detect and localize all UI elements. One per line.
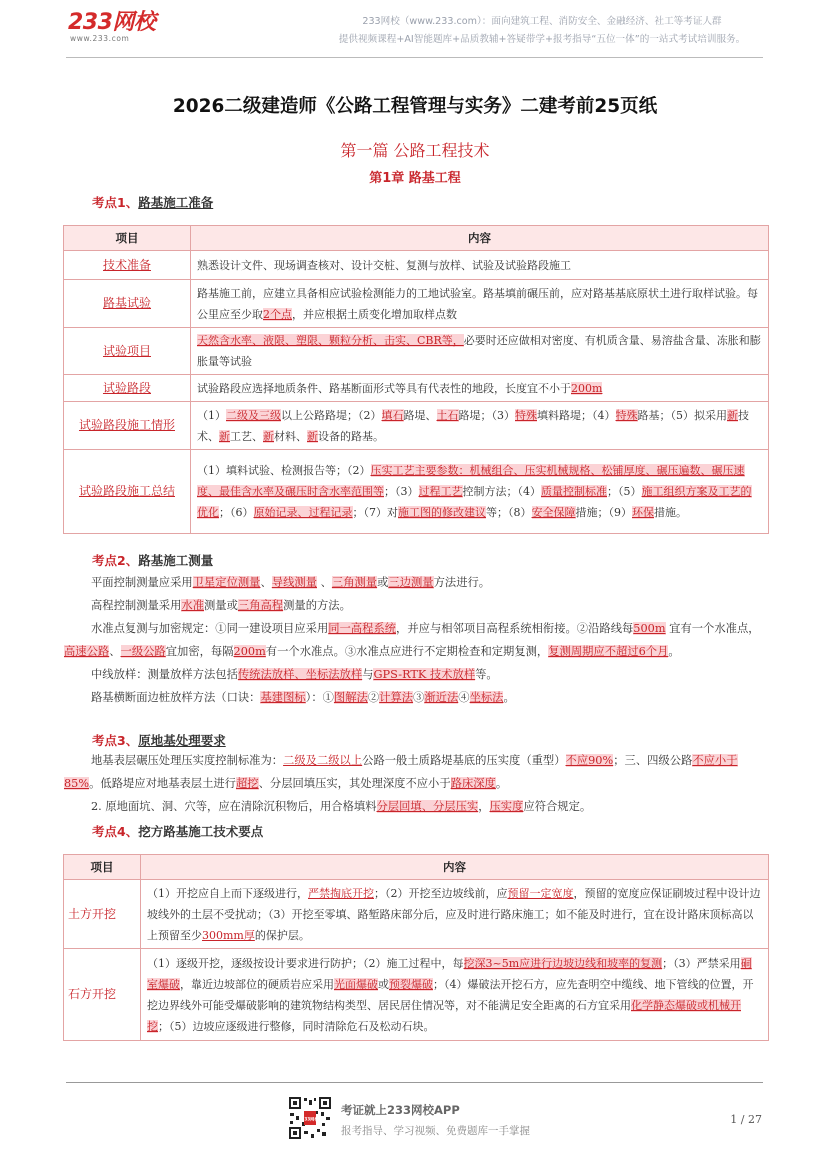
brand-logo — [68, 12, 155, 43]
body-text: ）：① — [305, 691, 334, 704]
highlighted-text: 硐室爆破 — [147, 956, 752, 991]
body-text: 。低路堤应对地基表层土进行 — [89, 777, 236, 790]
highlighted-text: 特殊 — [615, 408, 638, 422]
body-text: 措施。 — [654, 506, 687, 519]
highlighted-text: 天然含水率、液限、塑限、颗粒分析、击实、CBR等， — [197, 334, 464, 347]
table-header-row — [64, 855, 769, 880]
highlighted-text: 不应90% — [565, 754, 614, 767]
row-key: 试验项目 — [64, 328, 191, 375]
body-text: 工艺、 — [230, 429, 263, 443]
highlighted-text: 渐近法 — [424, 691, 459, 704]
highlighted-text: 化学静态爆破或机械开挖 — [147, 998, 741, 1033]
body-text: ③ — [413, 691, 425, 704]
body-text: ，预留的宽度应保证刷坡过程中设计边坡线外的土层不受扰动；（3）开挖至零填、路堑路床部分后，应及时进行路床施工；如不能及时进行，宜在设计路床顶标高以上预留至少 — [147, 886, 761, 942]
body-text: 水准点复测与加密规定：①同一建设项目应采用 — [91, 622, 329, 635]
row-key: 路基试验 — [64, 280, 191, 328]
kp3-body — [64, 749, 766, 818]
highlighted-text: 填石 — [381, 408, 404, 422]
body-text: 有一个水准点。③水准点应进行不定期检查和定期复测， — [265, 645, 549, 658]
col-header-content: 内容 — [191, 226, 769, 251]
kp4-heading — [92, 822, 263, 840]
body-text: ，并应与相邻项目高程系统相衔接。②沿路线每 — [396, 622, 634, 635]
highlighted-text: 挖深3~5m应进行边坡边线和坡率的复测 — [463, 956, 663, 970]
body-text: 试验路段应选择地质条件、路基断面形式等具有代表性的地段，长度宜不小于 — [197, 381, 571, 395]
col-header-content: 内容 — [141, 855, 769, 880]
table-row — [64, 880, 769, 949]
footer-subtitle: 报考指导、学习视频、免费题库一手掌握 — [341, 1125, 530, 1137]
row-content — [141, 880, 769, 949]
qr-center-label: 233网校 — [301, 1116, 319, 1122]
col-header-item: 项目 — [64, 855, 141, 880]
body-text: ；（4）爆破法开挖石方，应先查明空中缆线、地下管线的位置，开挖边界线外可能受爆破影响的建筑物结构类型、居民居住情况等，对不能满足安全距离的石方宜采用 — [147, 977, 754, 1012]
kp2-body — [64, 571, 766, 709]
body-text: 或 — [377, 576, 389, 589]
body-text: 路堤、 — [403, 408, 437, 422]
row-key: 技术准备 — [64, 251, 191, 280]
document-title: 2026二级建造师《公路工程管理与实务》二建考前25页纸 — [172, 96, 658, 117]
body-text: 测量的方法。 — [283, 599, 351, 612]
highlighted-text: 坐标法 — [469, 691, 504, 704]
chapter-title: 第1章 路基工程 — [369, 171, 461, 186]
highlighted-text: 光面爆破 — [334, 977, 378, 991]
table-subgrade-prep — [63, 225, 769, 534]
highlighted-text: 二级及三级 — [226, 408, 281, 422]
kp2-heading — [92, 551, 213, 569]
highlighted-text: 卫星定位测量 — [192, 576, 261, 589]
footer-divider — [66, 1082, 763, 1083]
body-text: 填料路堤；（4） — [537, 408, 616, 422]
body-text: ， — [478, 800, 490, 813]
kp1-prefix: 考点1、 — [92, 195, 139, 210]
kp4-prefix: 考点4、 — [92, 824, 139, 839]
emphasis-text: 严禁掏底开挖 — [308, 886, 374, 900]
body-text: ，并应根据土质变化增加取样点数 — [292, 307, 457, 321]
row-content — [191, 251, 769, 280]
body-text: 。 — [503, 691, 515, 704]
body-text: ；（5） — [607, 485, 642, 498]
highlighted-text: 压实工艺主要参数：机械组合、压实机械规格、松铺厚度、碾压遍数、碾压速度、最佳含水率及碾压时含水率范围等 — [197, 464, 745, 498]
highlighted-text: 安全保障 — [531, 506, 576, 519]
highlighted-text: 2个点 — [263, 307, 292, 321]
row-content — [191, 450, 769, 534]
highlighted-text: 原始记录、过程记录 — [253, 506, 353, 519]
highlighted-text: 高速公路 — [64, 645, 110, 658]
kp3-prefix: 考点3、 — [92, 733, 139, 748]
highlighted-text: 200m — [233, 645, 266, 658]
body-text: 、 — [317, 576, 332, 589]
body-text: ④ — [458, 691, 470, 704]
highlighted-text: 新 — [727, 408, 738, 422]
page-number: 1 / 27 — [730, 1113, 762, 1126]
body-text: 的保护层。 — [254, 928, 310, 942]
kp2-para-2 — [64, 594, 766, 617]
kp2-para-1 — [64, 571, 766, 594]
highlighted-text: 分层回填、分层压实 — [376, 800, 479, 813]
table-header-row — [64, 226, 769, 251]
highlighted-text: 导线测量 — [271, 576, 317, 589]
body-text: 以上公路路堤；（2） — [281, 408, 382, 422]
highlighted-text: 不应小于85% — [64, 754, 738, 790]
page-header — [0, 0, 830, 56]
body-text: 、分层回填压实，其处理深度不应小于 — [258, 777, 451, 790]
highlighted-text: 三边测量 — [388, 576, 434, 589]
highlighted-text: 计算法 — [379, 691, 414, 704]
highlighted-text: 施工图的修改建议 — [398, 506, 486, 519]
row-key: 试验路段 — [64, 375, 191, 402]
highlighted-text: 压实度 — [489, 800, 524, 813]
col-header-item: 项目 — [64, 226, 191, 251]
table-row — [64, 251, 769, 280]
body-text: （1）开挖应自上而下逐级进行， — [147, 886, 308, 900]
part-title: 第一篇 公路工程技术 — [340, 141, 490, 160]
body-text: （1）填料试验、检测报告等；（2） — [197, 464, 371, 477]
table-row — [64, 375, 769, 402]
body-text: 高程控制测量采用 — [91, 599, 182, 612]
row-key: 试验路段施工情形 — [64, 402, 191, 450]
body-text: ；（3）严禁采用 — [662, 956, 741, 970]
body-text: 路基横断面边桩放样方法（口诀： — [91, 691, 261, 704]
highlighted-text: 传统法放样、坐标法放样 — [237, 668, 363, 681]
body-text: 宜加密，每隔 — [165, 645, 234, 658]
table-cut-subgrade — [63, 854, 769, 1041]
body-text: ；（2）开挖至边坡线前，应 — [374, 886, 508, 900]
highlighted-text: 土石 — [436, 408, 459, 422]
body-text: 公路一般土质路堤基底的压实度（重型） — [362, 754, 566, 767]
kp3-title: 原地基处理要求 — [138, 733, 226, 748]
body-text: 方法进行。 — [433, 576, 491, 589]
highlighted-text: 三角高程 — [237, 599, 284, 612]
kp4-title: 挖方路基施工技术要点 — [138, 824, 264, 839]
highlighted-text: 环保 — [632, 506, 654, 519]
body-text: ；（3） — [384, 485, 419, 498]
body-text: 平面控制测量应采用 — [91, 576, 193, 589]
highlighted-text: 特殊 — [515, 408, 537, 422]
body-text: 。 — [668, 645, 680, 658]
body-text: 。 — [495, 777, 508, 790]
body-text: 测量或 — [204, 599, 238, 612]
table-row — [64, 949, 769, 1041]
logo-url: www.233.com — [70, 34, 130, 43]
kp1-title: 路基施工准备 — [138, 195, 214, 210]
body-text: 措施；（9） — [575, 506, 632, 519]
body-text: ；（6） — [219, 506, 254, 519]
header-divider — [66, 57, 763, 58]
kp1-heading — [92, 193, 213, 211]
body-text: ，靠近边坡部位的硬质岩应采用 — [180, 977, 334, 991]
kp3-heading — [92, 731, 226, 749]
row-content — [191, 328, 769, 375]
body-text: 宜有一个水准点， — [665, 622, 760, 635]
row-content — [191, 375, 769, 402]
highlighted-text: 新 — [307, 429, 318, 443]
kp2-para-3 — [64, 617, 766, 663]
header-line-1: 233网校（www.233.com）：面向建筑工程、消防安全、金融经济、社工等考证人群 — [362, 16, 722, 27]
emphasis-text: 二级及二级以上 — [283, 754, 363, 767]
body-text: 中线放样：测量放样方法包括 — [91, 668, 238, 681]
table-row — [64, 450, 769, 534]
body-text: 熟悉设计文件、现场调查核对、设计交桩、复测与放样、试验及试验路段施工 — [197, 258, 571, 272]
body-text: 应符合规定。 — [523, 800, 592, 813]
body-text: （1） — [197, 408, 226, 422]
table-row — [64, 402, 769, 450]
body-text: 路基；（5）拟采用 — [637, 408, 727, 422]
body-text: 技术、 — [197, 408, 749, 443]
body-text: 地基表层碾压处理压实度控制标准为： — [91, 754, 284, 767]
logo-text: 233网校 — [68, 10, 156, 35]
kp3-para-1 — [64, 749, 766, 795]
highlighted-text: 超挖 — [235, 777, 259, 790]
highlighted-text: 500m — [633, 622, 666, 635]
row-key: 土方开挖 — [64, 880, 141, 949]
footer-title: 考证就上233网校APP — [341, 1103, 460, 1117]
body-text: 设备的路基。 — [318, 429, 384, 443]
row-key: 试验路段施工总结 — [64, 450, 191, 534]
body-text: 路堤；（3） — [458, 408, 515, 422]
highlighted-text: 过程工艺 — [418, 485, 463, 498]
highlighted-text: 路床深度 — [450, 777, 496, 790]
row-key: 石方开挖 — [64, 949, 141, 1041]
highlighted-text: 图解法 — [333, 691, 368, 704]
highlighted-text: 水准 — [181, 599, 204, 612]
highlighted-text: 质量控制标准 — [541, 485, 607, 498]
highlighted-text: 200m — [571, 381, 603, 395]
body-text: 路基施工前，应建立具备相应试验检测能力的工地试验室。路基填前碾压前，应对路基基底原状土进行取样试验。每公里应至少取 — [197, 286, 758, 321]
body-text: 等。 — [475, 668, 498, 681]
qr-code[interactable] — [288, 1096, 332, 1140]
body-text: 、 — [109, 645, 121, 658]
highlighted-text: GPS-RTK 技术放样 — [373, 668, 476, 681]
table-row — [64, 328, 769, 375]
body-text: 或 — [378, 977, 389, 991]
body-text: 2. 原地面坑、洞、穴等，应在清除沉积物后，用合格填料 — [91, 800, 377, 813]
header-tagline — [322, 13, 762, 49]
highlighted-text: 施工组织方案及工艺的优化 — [197, 485, 752, 519]
highlighted-text: 预裂爆破 — [389, 977, 433, 991]
body-text: （1）逐级开挖，逐级按设计要求进行防护；（2）施工过程中，每 — [147, 956, 464, 970]
body-text: ② — [367, 691, 380, 704]
kp2-para-5 — [64, 686, 766, 709]
kp2-para-4 — [64, 663, 766, 686]
body-text: 与 — [362, 668, 374, 681]
highlighted-text: 新 — [263, 429, 274, 443]
highlighted-text: 基建图标 — [260, 691, 306, 704]
kp2-title: 路基施工测量 — [138, 553, 214, 568]
body-text: 材料、 — [274, 429, 307, 443]
row-content — [191, 402, 769, 450]
row-content — [191, 280, 769, 328]
highlighted-text: 三角测量 — [331, 576, 378, 589]
body-text: 等；（8） — [486, 506, 532, 519]
body-text: 控制方法；（4） — [462, 485, 541, 498]
kp2-prefix: 考点2、 — [92, 553, 139, 568]
header-line-2: 提供视频课程+AI智能题库+品质教辅+答疑带学+报考指导“五位一体”的一站式考试培训服务。 — [338, 34, 746, 45]
body-text: ；（5）边坡应逐级进行整修，同时清除危石及松动石块。 — [158, 1019, 435, 1033]
kp3-para-2 — [64, 795, 766, 818]
emphasis-text: 300mm厚 — [202, 928, 255, 942]
highlighted-text: 一级公路 — [120, 645, 166, 658]
emphasis-text: 预留一定宽度 — [507, 886, 574, 900]
body-text: ；三、四级公路 — [613, 754, 693, 767]
highlighted-text: 同一高程系统 — [328, 622, 397, 635]
row-content — [141, 949, 769, 1041]
highlighted-text: 复测周期应不超过6个月 — [548, 645, 669, 658]
body-text: ；（7）对 — [352, 506, 398, 519]
table-row — [64, 280, 769, 328]
body-text: 必要时还应做相对密度、有机质含量、易溶盐含量、冻胀和膨胀量等试验 — [197, 334, 761, 368]
body-text: 、 — [260, 576, 272, 589]
highlighted-text: 新 — [219, 429, 230, 443]
